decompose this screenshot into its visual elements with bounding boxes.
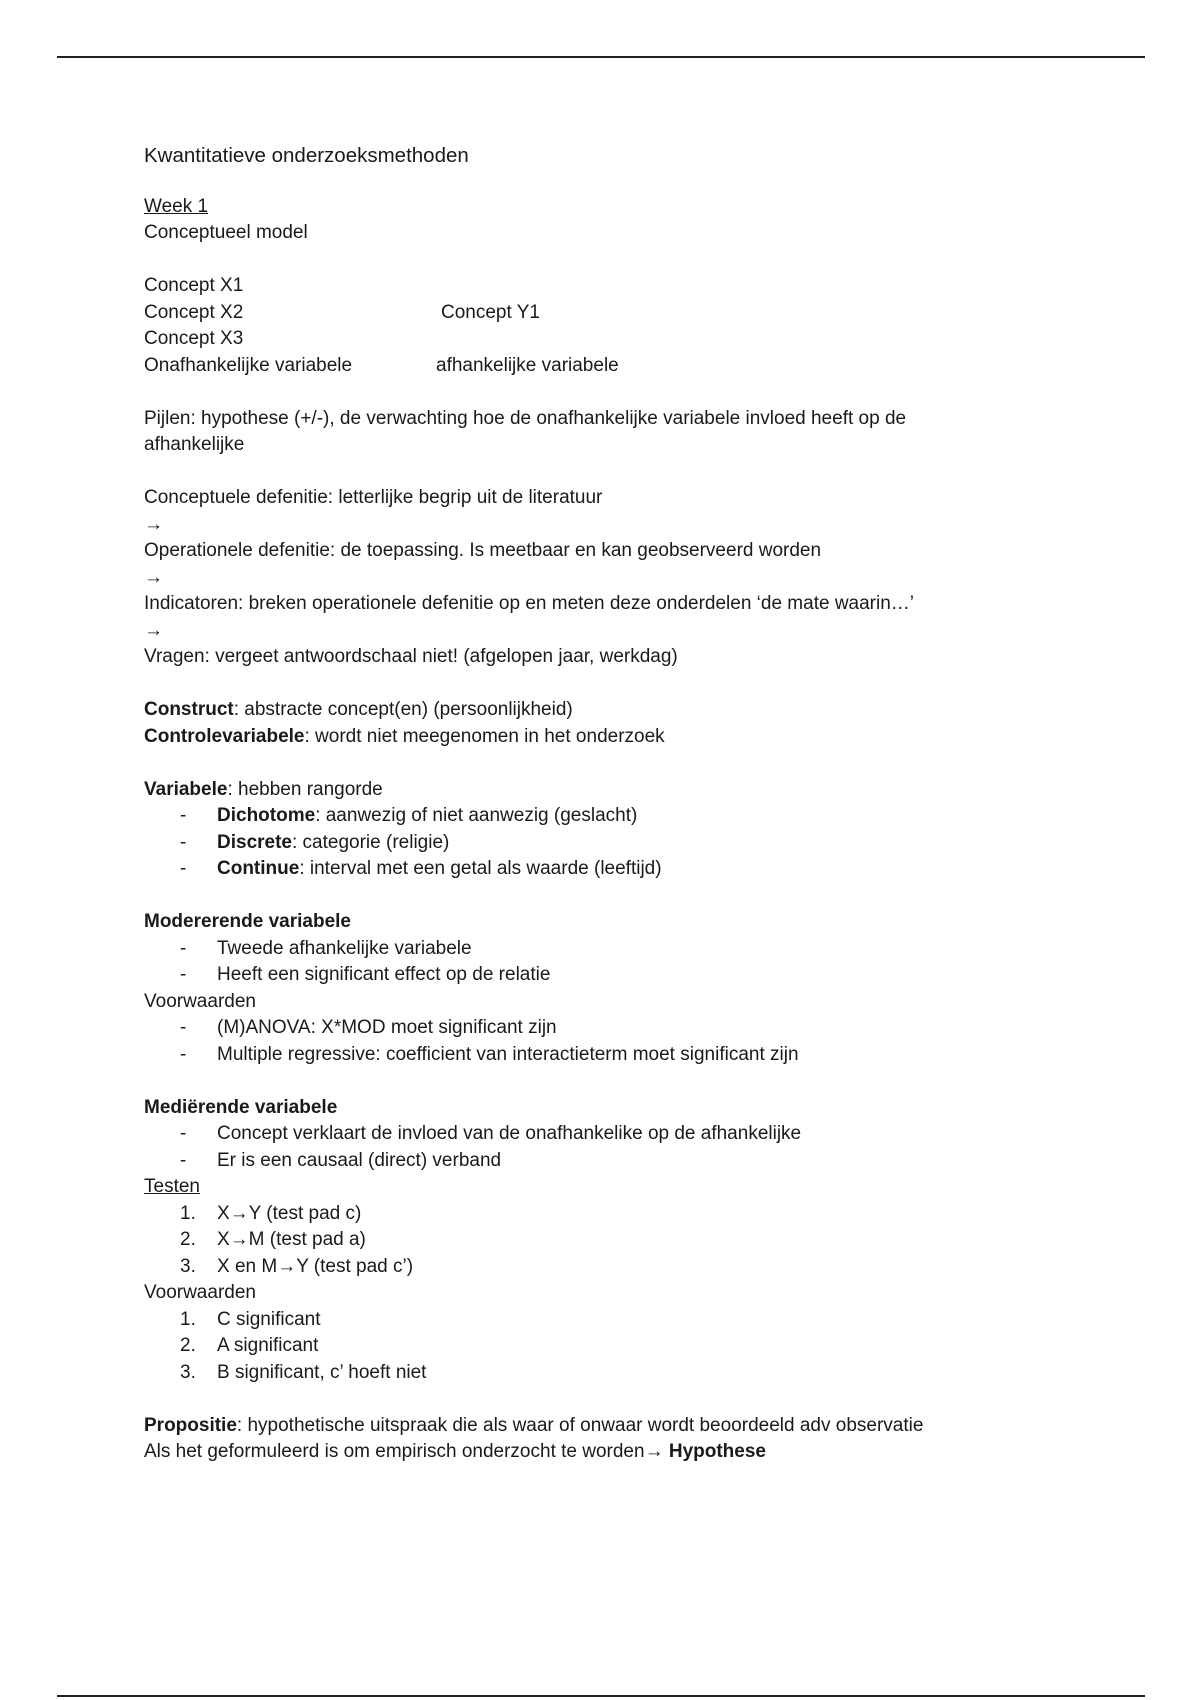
modererende-heading: Modererende variabele: [144, 911, 351, 932]
arrow-icon: →: [144, 513, 163, 535]
bullet-dash: -: [180, 805, 187, 826]
bottom-rule: [57, 1695, 1145, 1697]
hypothese-term: Hypothese: [668, 1441, 766, 1462]
medierende-voorwaarden-list: [144, 1307, 1024, 1387]
hypothese-line: [144, 1439, 1024, 1466]
concept-y1: Concept Y1: [441, 301, 540, 323]
concept-row-x2: [144, 300, 1024, 327]
top-rule: [57, 56, 1145, 58]
controlevariabele-text: : wordt niet meegenomen in het onderzoek: [304, 725, 665, 747]
concept-x3: Concept X3: [144, 328, 244, 349]
propositie-term: Propositie: [144, 1414, 237, 1436]
list-item: 2. X→M (test pad a): [180, 1229, 366, 1250]
list-item: 3. B significant, c’ hoeft niet: [180, 1361, 427, 1383]
list-item: 1. C significant: [180, 1308, 321, 1330]
document-body: [144, 143, 1024, 1466]
concept-x2: Concept X2: [144, 301, 244, 323]
list-item: 2. A significant: [180, 1335, 319, 1356]
vragen: Vragen: vergeet antwoordschaal niet! (afgelopen jaar, werkdag): [144, 646, 678, 667]
list-item: - (M)ANOVA: X*MOD moet significant zijn: [180, 1017, 557, 1038]
list-item: - Concept verklaart de invloed van de onafhankelike op de afhankelijke: [180, 1123, 802, 1144]
variabele-definition: [144, 777, 1024, 804]
list-item: - Multiple regressive: coefficient van interactieterm moet significant zijn: [180, 1043, 799, 1065]
dependent-variable-label: afhankelijke variabele: [436, 354, 619, 376]
independent-variable-label: Onafhankelijke variabele: [144, 354, 353, 376]
list-item: - Tweede afhankelijke variabele: [180, 937, 472, 959]
medierende-heading: Mediërende variabele: [144, 1096, 338, 1118]
testen-list: [144, 1201, 1024, 1281]
testen-label: Testen: [144, 1176, 200, 1197]
concept-x1: Concept X1: [144, 275, 244, 296]
arrow-icon: →: [144, 619, 163, 641]
conceptuele-defenitie: Conceptuele defenitie: letterlijke begrip uit de literatuur: [144, 487, 603, 508]
controlevariabele-definition: [144, 724, 1024, 751]
modererende-list: [144, 936, 1024, 989]
modererende-voorwaarden-label: Voorwaarden: [144, 990, 256, 1012]
document-title: Kwantitatieve onderzoeksmethoden: [144, 144, 469, 167]
construct-term: Construct: [144, 699, 234, 720]
variable-labels-row: [144, 353, 1024, 380]
model-heading: Conceptueel model: [144, 222, 308, 243]
variabele-term: Variabele: [144, 778, 228, 800]
propositie-definition: [144, 1413, 1024, 1440]
variabele-text: : hebben rangorde: [227, 778, 383, 800]
pijlen-text: Pijlen: hypothese (+/-), de verwachting hoe de onafhankelijke variabele invloed heeft op de afhankelijke: [144, 407, 907, 455]
propositie-text: : hypothetische uitspraak die als waar of onwaar wordt beoordeeld adv observatie: [236, 1414, 924, 1436]
list-item: - Er is een causaal (direct) verband: [180, 1149, 502, 1171]
medierende-voorwaarden-label: Voorwaarden: [144, 1282, 256, 1303]
list-item: 3. X en M→Y (test pad c’): [180, 1255, 414, 1277]
indicatoren: Indicatoren: breken operationele defenitie op en meten deze onderdelen ‘de mate waarin…’: [144, 593, 915, 614]
modererende-voorwaarden-list: [144, 1015, 1024, 1068]
medierende-list: [144, 1121, 1024, 1174]
list-item: - Discrete: categorie (religie): [144, 830, 1024, 857]
hypothese-lead: Als het geformuleerd is om empirisch onderzocht te worden→: [144, 1441, 669, 1462]
controlevariabele-term: Controlevariabele: [144, 725, 305, 747]
operationele-defenitie: Operationele defenitie: de toepassing. Is meetbaar en kan geobserveerd worden: [144, 540, 822, 561]
variabele-types-list: [144, 803, 1024, 883]
list-item: - Continue: interval met een getal als waarde (leeftijd): [144, 856, 1024, 883]
arrow-icon: →: [144, 566, 163, 588]
bullet-dash: -: [180, 831, 187, 853]
week-heading: Week 1: [144, 195, 209, 217]
list-item: 1. X→Y (test pad c): [180, 1202, 362, 1224]
list-item: - Heeft een significant effect op de relatie: [180, 964, 551, 985]
construct-definition: [144, 697, 1024, 724]
list-item: - Dichotome: aanwezig of niet aanwezig (geslacht): [144, 803, 1024, 830]
construct-text: : abstracte concept(en) (persoonlijkheid): [233, 699, 573, 720]
bullet-dash: -: [180, 858, 187, 879]
